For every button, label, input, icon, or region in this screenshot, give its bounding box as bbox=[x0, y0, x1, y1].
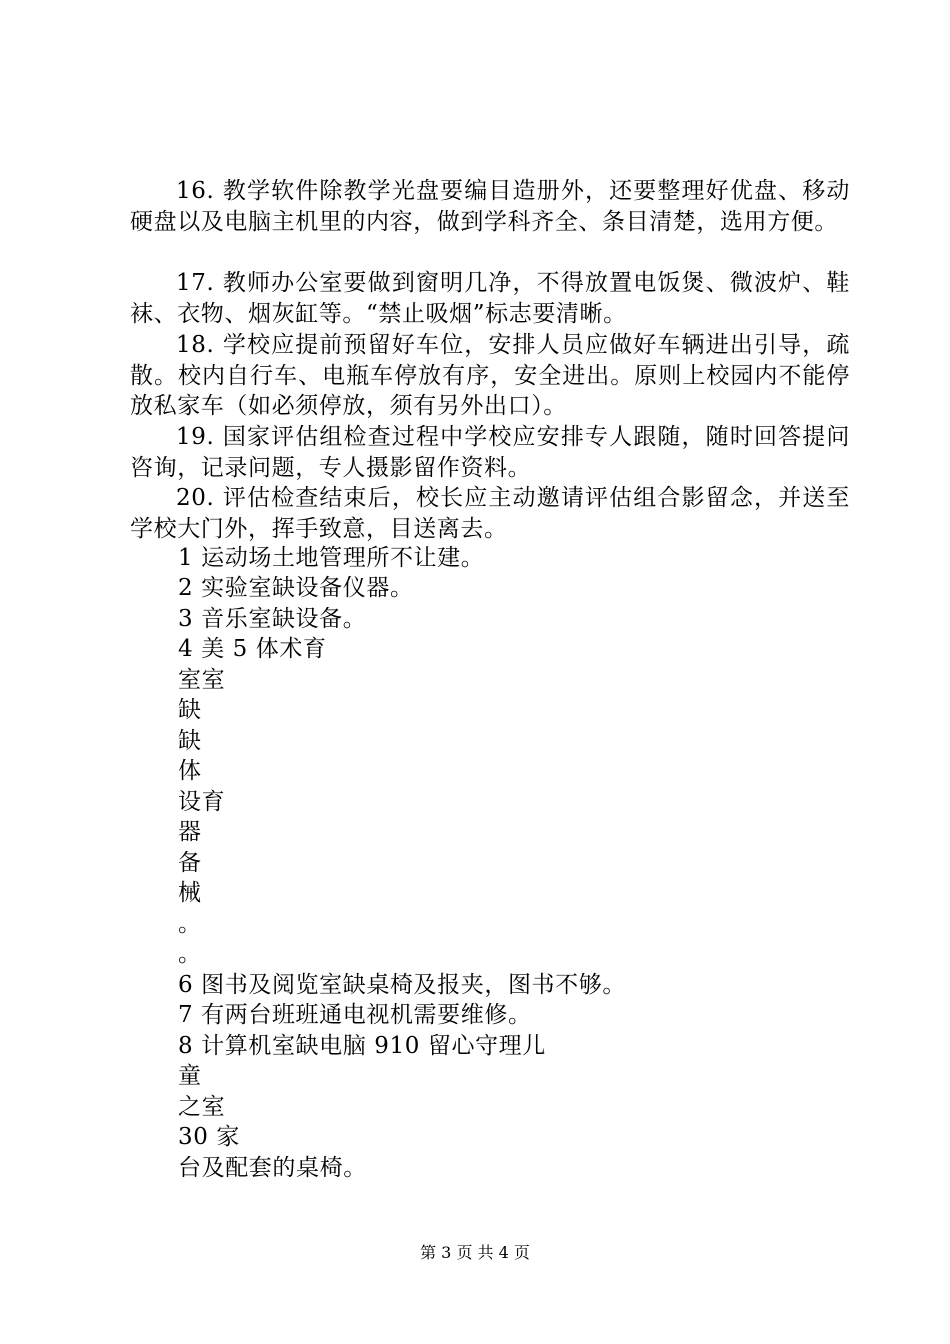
paragraph-16: 16. 教学软件除教学光盘要编目造册外，还要整理好优盘、移动硬盘以及电脑主机里的内容，做到学科齐全、条目清楚，选用方便。 bbox=[130, 178, 850, 235]
list-fragment: 械 bbox=[178, 880, 202, 906]
paragraph-19: 19. 国家评估组检查过程中学校应安排专人跟随，随时回答提问咨询，记录问题，专人摄影留作资料。 bbox=[130, 424, 850, 481]
paragraph-20: 20. 评估检查结束后，校长应主动邀请评估组合影留念，并送至学校大门外，挥手致意，目送离去。 bbox=[130, 485, 850, 542]
list-item-3: 3 音乐室缺设备。 bbox=[178, 606, 367, 632]
list-fragment: 设育 bbox=[178, 789, 226, 815]
list-fragment: 体 bbox=[178, 758, 202, 784]
list-item-2: 2 实验室缺设备仪器。 bbox=[178, 575, 414, 601]
list-fragment: 童 bbox=[178, 1063, 202, 1089]
list-item-4: 4 美 5 体术育 bbox=[178, 636, 327, 662]
list-fragment: 器 bbox=[178, 819, 202, 845]
paragraph-18: 18. 学校应提前预留好车位，安排人员应做好车辆进出引导，疏散。校内自行车、电瓶车停放有序，安全进出。原则上校园内不能停放私家车（如必须停放，须有另外出口）。 bbox=[130, 332, 850, 419]
list-fragment: 。 bbox=[178, 911, 202, 937]
list-item-6: 6 图书及阅览室缺桌椅及报夹，图书不够。 bbox=[178, 972, 626, 998]
page-footer: 第 3 页 共 4 页 bbox=[420, 1243, 530, 1262]
list-fragment: 缺 bbox=[178, 697, 202, 723]
list-item-8: 8 计算机室缺电脑 910 留心守理儿 bbox=[178, 1033, 546, 1059]
list-item-1: 1 运动场土地管理所不让建。 bbox=[178, 545, 485, 571]
list-fragment: 之室 bbox=[178, 1094, 226, 1120]
list-fragment: 室室 bbox=[178, 667, 226, 693]
list-fragment: 备 bbox=[178, 850, 202, 876]
list-fragment: 缺 bbox=[178, 728, 202, 754]
list-fragment: 台及配套的桌椅。 bbox=[178, 1155, 367, 1181]
list-item-7: 7 有两台班班通电视机需要维修。 bbox=[178, 1002, 532, 1028]
list-fragment: 。 bbox=[178, 941, 202, 967]
paragraph-17: 17. 教师办公室要做到窗明几净，不得放置电饭煲、微波炉、鞋袜、衣物、烟灰缸等。“禁止吸烟”标志要清晰。 bbox=[130, 270, 850, 327]
list-fragment: 30 家 bbox=[178, 1124, 240, 1150]
